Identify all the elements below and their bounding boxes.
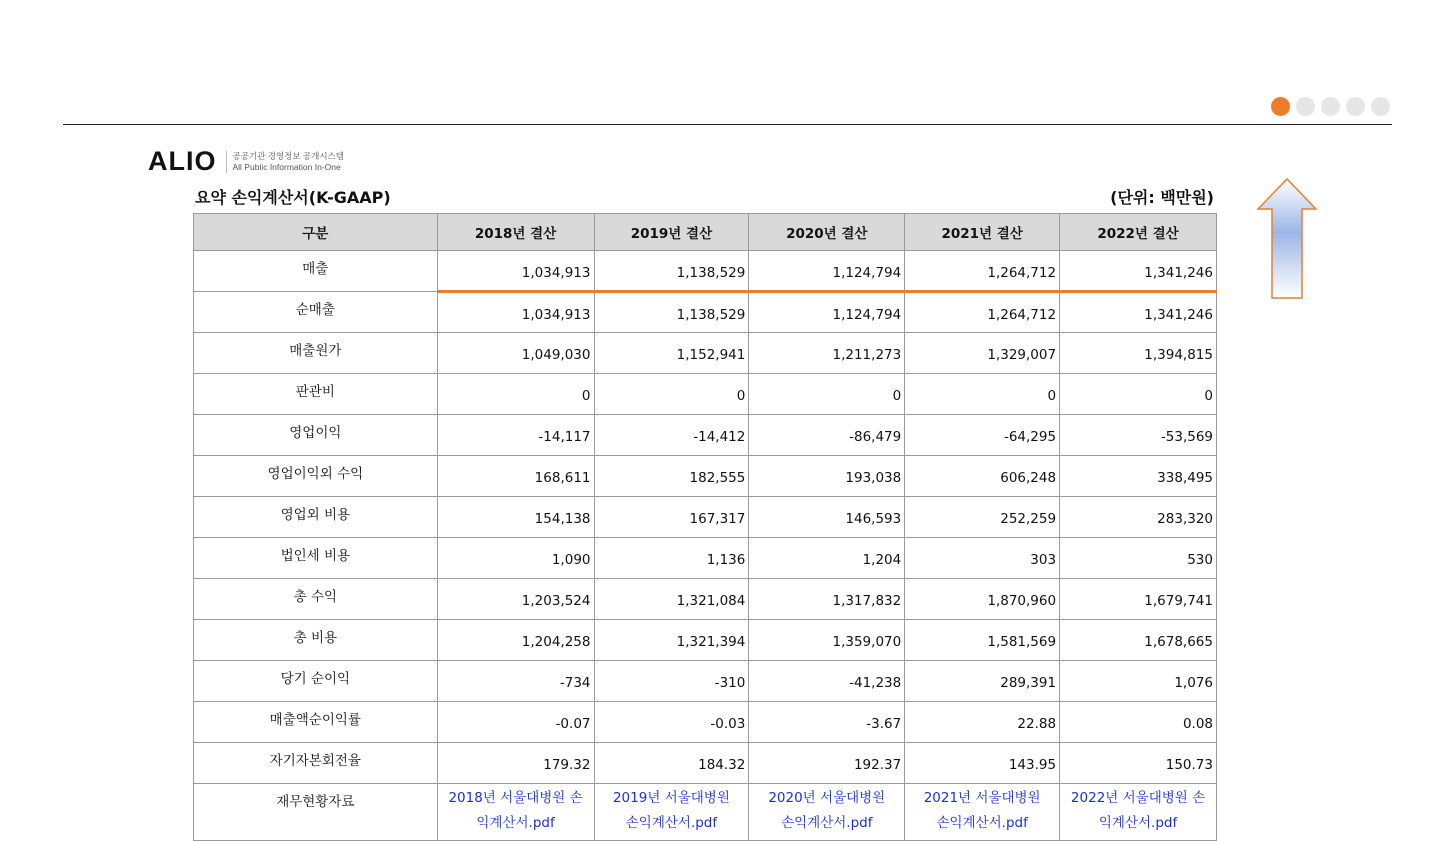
pagination-dot-5[interactable] bbox=[1371, 97, 1390, 116]
table-cell: -86,479 bbox=[749, 415, 905, 456]
row-label: 총 수익 bbox=[194, 579, 438, 620]
pagination-dot-3[interactable] bbox=[1321, 97, 1340, 116]
row-label: 매출액순이익률 bbox=[194, 702, 438, 743]
up-arrow-icon[interactable] bbox=[1257, 178, 1319, 300]
table-row bbox=[194, 497, 1217, 538]
table-cell: 1,138,529 bbox=[594, 292, 749, 333]
document-title: 요약 손익계산서(K-GAAP) bbox=[195, 188, 391, 207]
table-cell: 0 bbox=[437, 374, 594, 415]
table-cell: 289,391 bbox=[905, 661, 1060, 702]
table-cell: 1,034,913 bbox=[437, 251, 594, 292]
logo-subtitle-en: All Public Information In-One bbox=[232, 161, 341, 172]
table-cell: 1,090 bbox=[437, 538, 594, 579]
table-cell: -0.03 bbox=[594, 702, 749, 743]
row-label: 매출원가 bbox=[194, 333, 438, 374]
table-cell: 530 bbox=[1060, 538, 1217, 579]
table-cell: 606,248 bbox=[905, 456, 1060, 497]
table-row bbox=[194, 702, 1217, 743]
table-cell: 167,317 bbox=[594, 497, 749, 538]
table-row bbox=[194, 251, 1217, 292]
row-label: 판관비 bbox=[194, 374, 438, 415]
table-cell: 1,329,007 bbox=[905, 333, 1060, 374]
table-cell: 184.32 bbox=[594, 743, 749, 784]
table-cell: 1,678,665 bbox=[1060, 620, 1217, 661]
table-row bbox=[194, 292, 1217, 333]
table-cell: -0.07 bbox=[437, 702, 594, 743]
table-cell: -3.67 bbox=[749, 702, 905, 743]
table-cell: 1,264,712 bbox=[905, 251, 1060, 292]
table-cell: -734 bbox=[437, 661, 594, 702]
table-cell: 154,138 bbox=[437, 497, 594, 538]
row-label: 자기자본회전율 bbox=[194, 743, 438, 784]
table-cell: 1,341,246 bbox=[1060, 292, 1217, 333]
pdf-download-link[interactable] bbox=[594, 784, 749, 841]
pdf-download-link[interactable] bbox=[437, 784, 594, 841]
table-cell: -53,569 bbox=[1060, 415, 1217, 456]
table-cell: 1,124,794 bbox=[749, 251, 905, 292]
table-cell: -310 bbox=[594, 661, 749, 702]
pdf-link-text[interactable]: 2021년 서울대병원 bbox=[923, 790, 1041, 806]
table-cell: 1,152,941 bbox=[594, 333, 749, 374]
table-cell: 1,138,529 bbox=[594, 251, 749, 292]
table-cell: 252,259 bbox=[905, 497, 1060, 538]
table-cell: 0.08 bbox=[1060, 702, 1217, 743]
pdf-link-text[interactable]: 손익계산서.pdf bbox=[625, 815, 718, 831]
pagination-dot-2[interactable] bbox=[1296, 97, 1315, 116]
table-cell: 22.88 bbox=[905, 702, 1060, 743]
pdf-link-text[interactable]: 2022년 서울대병원 손 bbox=[1070, 790, 1206, 806]
table-cell: 1,321,084 bbox=[594, 579, 749, 620]
table-cell: 146,593 bbox=[749, 497, 905, 538]
table-row bbox=[194, 661, 1217, 702]
table-cell: 1,076 bbox=[1060, 661, 1217, 702]
row-label: 영업이익외 수익 bbox=[194, 456, 438, 497]
pdf-download-link[interactable] bbox=[905, 784, 1060, 841]
row-label: 영업외 비용 bbox=[194, 497, 438, 538]
table-cell: 1,870,960 bbox=[905, 579, 1060, 620]
table-cell: 143.95 bbox=[905, 743, 1060, 784]
column-header: 2020년 결산 bbox=[749, 214, 905, 251]
table-row bbox=[194, 620, 1217, 661]
pdf-link-text[interactable]: 손익계산서.pdf bbox=[781, 815, 873, 831]
pagination-dot-1[interactable] bbox=[1271, 97, 1290, 116]
table-cell: 338,495 bbox=[1060, 456, 1217, 497]
table-cell: 1,341,246 bbox=[1060, 251, 1217, 292]
table-cell: 193,038 bbox=[749, 456, 905, 497]
table-cell: 1,321,394 bbox=[594, 620, 749, 661]
unit-label: (단위: 백만원) bbox=[1110, 188, 1214, 207]
pdf-link-text[interactable]: 익계산서.pdf bbox=[476, 815, 555, 831]
table-row bbox=[194, 538, 1217, 579]
table-cell: 1,581,569 bbox=[905, 620, 1060, 661]
slide-pagination bbox=[1271, 97, 1390, 116]
column-header: 2019년 결산 bbox=[594, 214, 749, 251]
pdf-link-text[interactable]: 2020년 서울대병원 bbox=[768, 790, 886, 806]
table-cell: 1,204 bbox=[749, 538, 905, 579]
row-label: 영업이익 bbox=[194, 415, 438, 456]
table-cell: 192.37 bbox=[749, 743, 905, 784]
table-cell: 0 bbox=[1060, 374, 1217, 415]
table-cell: 0 bbox=[594, 374, 749, 415]
table-row bbox=[194, 579, 1217, 620]
pagination-dot-4[interactable] bbox=[1346, 97, 1365, 116]
table-cell: 0 bbox=[749, 374, 905, 415]
column-header: 2018년 결산 bbox=[437, 214, 594, 251]
table-row bbox=[194, 456, 1217, 497]
table-cell: 1,203,524 bbox=[437, 579, 594, 620]
table-cell: 168,611 bbox=[437, 456, 594, 497]
table-cell: 1,049,030 bbox=[437, 333, 594, 374]
pdf-link-text[interactable]: 2019년 서울대병원 bbox=[612, 790, 730, 806]
top-divider bbox=[63, 124, 1392, 125]
row-label: 법인세 비용 bbox=[194, 538, 438, 579]
table-cell: 1,359,070 bbox=[749, 620, 905, 661]
row-label: 총 비용 bbox=[194, 620, 438, 661]
table-cell: 1,204,258 bbox=[437, 620, 594, 661]
pdf-link-text[interactable]: 2018년 서울대병원 손 bbox=[448, 790, 583, 806]
table-cell: 1,679,741 bbox=[1060, 579, 1217, 620]
alio-logo bbox=[148, 146, 344, 177]
table-cell: 150.73 bbox=[1060, 743, 1217, 784]
table-row bbox=[194, 415, 1217, 456]
table-cell: 1,124,794 bbox=[749, 292, 905, 333]
column-header: 2021년 결산 bbox=[905, 214, 1060, 251]
column-header: 2022년 결산 bbox=[1060, 214, 1217, 251]
table-cell: 179.32 bbox=[437, 743, 594, 784]
table-row bbox=[194, 374, 1217, 415]
column-header: 구분 bbox=[194, 214, 438, 251]
row-label: 재무현황자료 bbox=[194, 784, 438, 841]
table-cell: -41,238 bbox=[749, 661, 905, 702]
pdf-download-link[interactable] bbox=[1060, 784, 1217, 841]
table-cell: -64,295 bbox=[905, 415, 1060, 456]
files-row bbox=[194, 784, 1217, 841]
pdf-link-text[interactable]: 익계산서.pdf bbox=[1098, 815, 1178, 831]
table-cell: 1,264,712 bbox=[905, 292, 1060, 333]
table-cell: 1,136 bbox=[594, 538, 749, 579]
logo-subtitle bbox=[233, 151, 344, 173]
table-row bbox=[194, 333, 1217, 374]
table-cell: 1,211,273 bbox=[749, 333, 905, 374]
logo-subtitle-ko: 공공기관 경영정보 공개시스템 bbox=[232, 150, 344, 161]
table-row bbox=[194, 743, 1217, 784]
row-label: 매출 bbox=[194, 251, 438, 292]
pdf-link-text[interactable]: 손익계산서.pdf bbox=[936, 815, 1028, 831]
table-cell: 182,555 bbox=[594, 456, 749, 497]
row-label: 순매출 bbox=[194, 292, 438, 333]
table-cell: -14,412 bbox=[594, 415, 749, 456]
table-cell: 1,394,815 bbox=[1060, 333, 1217, 374]
table-cell: 0 bbox=[905, 374, 1060, 415]
pdf-download-link[interactable] bbox=[749, 784, 905, 841]
table-cell: -14,117 bbox=[437, 415, 594, 456]
table-cell: 1,317,832 bbox=[749, 579, 905, 620]
table-header-row bbox=[194, 214, 1217, 251]
row-label: 당기 순이익 bbox=[194, 661, 438, 702]
logo-separator bbox=[226, 151, 227, 173]
table-cell: 1,034,913 bbox=[437, 292, 594, 333]
table-cell: 283,320 bbox=[1060, 497, 1217, 538]
logo-wordmark: ALIO bbox=[148, 146, 217, 176]
table-cell: 303 bbox=[905, 538, 1060, 579]
income-statement-table bbox=[193, 213, 1217, 841]
